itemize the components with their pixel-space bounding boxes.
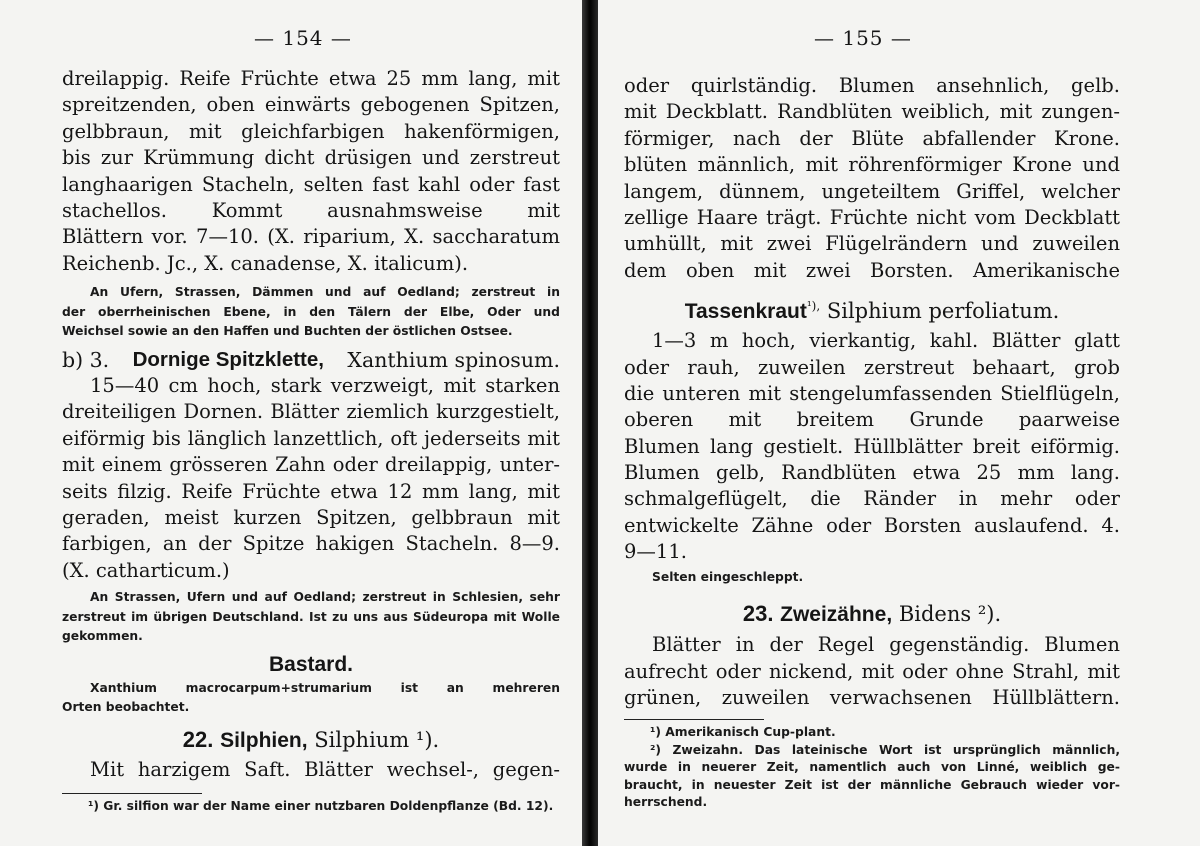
text-line: oberen mit breitem Grunde paarweise bbox=[624, 408, 1120, 432]
text-line: 9—11. bbox=[624, 540, 687, 564]
text-line: zellige Haare trägt. Früchte nicht vom Deckblatt bbox=[624, 205, 1120, 229]
text-line: dreiteiligen Dornen. Blätter ziemlich kurzgestielt, bbox=[62, 400, 560, 424]
text-line: mit einem grösseren Zahn oder dreilappig, unter- bbox=[62, 453, 560, 477]
habitat-line: der oberrheinischen Ebene, in den Tälern der Elbe, Oder und bbox=[62, 304, 560, 319]
text-line: oder rauh, zuweilen zerstreut behaart, grob bbox=[624, 355, 1120, 379]
text-line: Mit harzigem Saft. Blätter wechsel-, gegen- bbox=[90, 757, 560, 781]
text-line: Blumen lang gestielt. Hüllblätter breit eiförmig. bbox=[624, 434, 1120, 458]
habitat-line: gekommen. bbox=[62, 629, 143, 644]
text-line: die unteren mit stengelumfassenden Stielflügeln, bbox=[624, 381, 1120, 405]
text-line: farbigen, an der Spitze hakigen Stacheln. 8—9. bbox=[62, 532, 560, 556]
footnote-ref: ¹), bbox=[806, 299, 821, 314]
text-line: langem, dünnem, ungeteiltem Griffel, welcher bbox=[624, 179, 1120, 203]
right-page-body bbox=[624, 73, 1120, 812]
footnote: wurde in neuerer Zeit, namentlich auch von Linné, weiblich ge- bbox=[624, 760, 1120, 775]
genus-latin: Bidens ²). bbox=[898, 602, 1002, 627]
text-line: förmiger, nach der Blüte abfallender Krone. bbox=[624, 126, 1120, 150]
left-page bbox=[0, 0, 582, 846]
text-line: umhüllt, mit zwei Flügelrändern und zuweilen bbox=[624, 232, 1120, 256]
genus-latin: Silphium ¹). bbox=[314, 727, 440, 752]
text-line: 1—3 m hoch, vierkantig, kahl. Blätter glatt bbox=[652, 329, 1120, 353]
book-gutter bbox=[582, 0, 598, 846]
text-line: oder quirlständig. Blumen ansehnlich, gelb. bbox=[624, 74, 1120, 97]
text-line: Blättern vor. 7—10. (X. riparium, X. saccharatum bbox=[62, 225, 560, 249]
text-line: dem oben mit zwei Borsten. Amerikanische bbox=[624, 258, 1120, 282]
text-line: 15—40 cm hoch, stark verzweigt, mit starken bbox=[90, 374, 560, 398]
right-page bbox=[598, 0, 1200, 846]
species-name: Dornige Spitzklette, bbox=[132, 347, 324, 371]
species-latin: Xanthium spinosum. bbox=[347, 347, 560, 372]
genus-name: Zweizähne, bbox=[780, 603, 893, 627]
genus-heading bbox=[624, 597, 1120, 632]
page-number-left: — 154 — bbox=[254, 26, 352, 50]
habitat-line: Weichsel sowie an den Haffen und Buchten der östlichen Ostsee. bbox=[62, 324, 513, 339]
text-line: Blumen gelb, Randblüten etwa 25 mm lang. bbox=[624, 461, 1120, 485]
text-line: mit Deckblatt. Randblüten weiblich, mit zungen- bbox=[624, 100, 1120, 124]
genus-number: 22. bbox=[182, 726, 214, 752]
text-line: geraden, meist kurzen Spitzen, gelbbraun mit bbox=[62, 505, 560, 529]
habitat-note bbox=[62, 283, 560, 342]
text-line: grünen, zuweilen verwachsenen Hüllblättern. bbox=[624, 685, 1120, 709]
habitat-note bbox=[62, 588, 560, 647]
text-line: spreitzenden, oben einwärts gebogenen Spitzen, bbox=[62, 93, 560, 117]
text-line: aufrecht oder nickend, mit oder ohne Strahl, mit bbox=[624, 659, 1120, 683]
text-line: Reichenb. Jc., X. canadense, X. italicum). bbox=[62, 251, 469, 275]
species-latin: Silphium perfoliatum. bbox=[826, 299, 1060, 324]
habitat-line: An Strassen, Ufern und auf Oedland; zerstreut in Schlesien, sehr bbox=[90, 590, 560, 605]
genus-heading bbox=[62, 724, 560, 757]
text-line: blüten männlich, mit röhrenförmiger Krone und bbox=[624, 153, 1120, 177]
bastard-line: Orten beobachtet. bbox=[62, 700, 190, 715]
species-heading bbox=[62, 347, 560, 373]
bastard-line: Xanthium macrocarpum+strumarium ist an mehreren bbox=[90, 680, 560, 695]
bastard-heading: Bastard. bbox=[268, 652, 354, 676]
text-line: eiförmig bis länglich lanzettlich, oft jederseits mit bbox=[62, 426, 560, 450]
page-number-right: — 155 — bbox=[814, 26, 912, 50]
footnote: ¹) Gr. silfion war der Name einer nutzbaren Doldenpflanze (Bd. 12). bbox=[88, 799, 554, 814]
text-line: schmalgeflügelt, die Ränder in mehr oder bbox=[624, 487, 1120, 511]
genus-number: 23. bbox=[742, 601, 774, 627]
footnote-rule bbox=[62, 793, 202, 794]
text-line: entwickelte Zähne oder Borsten auslaufend. 4. bbox=[624, 513, 1120, 537]
left-page-body bbox=[62, 66, 560, 816]
text-line: Blätter in der Regel gegenständig. Blumen bbox=[652, 633, 1120, 657]
footnote: ²) Zweizahn. Das lateinische Wort ist ursprünglich männlich, bbox=[650, 742, 1120, 757]
text-line: bis zur Krümmung dicht drüsigen und zerstreut bbox=[62, 146, 560, 170]
text-line: (X. catharticum.) bbox=[62, 558, 230, 582]
text-line: seits filzig. Reife Früchte etwa 12 mm lang, mit bbox=[62, 479, 560, 503]
species-name: Tassenkraut bbox=[684, 300, 807, 324]
text-line: langhaarigen Stacheln, selten fast kahl oder fast bbox=[62, 172, 560, 196]
text-line: stachellos. Kommt ausnahmsweise mit bbox=[62, 198, 560, 222]
footnote-rule bbox=[624, 719, 764, 720]
habitat-line: zerstreut im übrigen Deutschland. Ist zu uns aus Südeuropa mit Wolle bbox=[62, 609, 560, 624]
footnotes bbox=[624, 724, 1120, 812]
footnote: herrschend. bbox=[624, 795, 708, 810]
footnote: ¹) Amerikanisch Cup-plant. bbox=[650, 725, 836, 740]
species-prefix: b) 3. bbox=[62, 347, 110, 372]
footnote: braucht, in neuester Zeit ist der männliche Gebrauch wieder vor- bbox=[624, 777, 1120, 792]
species-heading bbox=[624, 290, 1120, 328]
genus-name: Silphien, bbox=[220, 728, 308, 752]
habitat-line: Selten eingeschleppt. bbox=[652, 569, 804, 584]
text-line: gelbbraun, mit gleichfarbigen hakenförmigen, bbox=[62, 119, 560, 143]
text-line: dreilappig. Reife Früchte etwa 25 mm lang, mit bbox=[62, 67, 560, 90]
habitat-line: An Ufern, Strassen, Dämmen und auf Oedland; zerstreut in bbox=[90, 285, 560, 300]
